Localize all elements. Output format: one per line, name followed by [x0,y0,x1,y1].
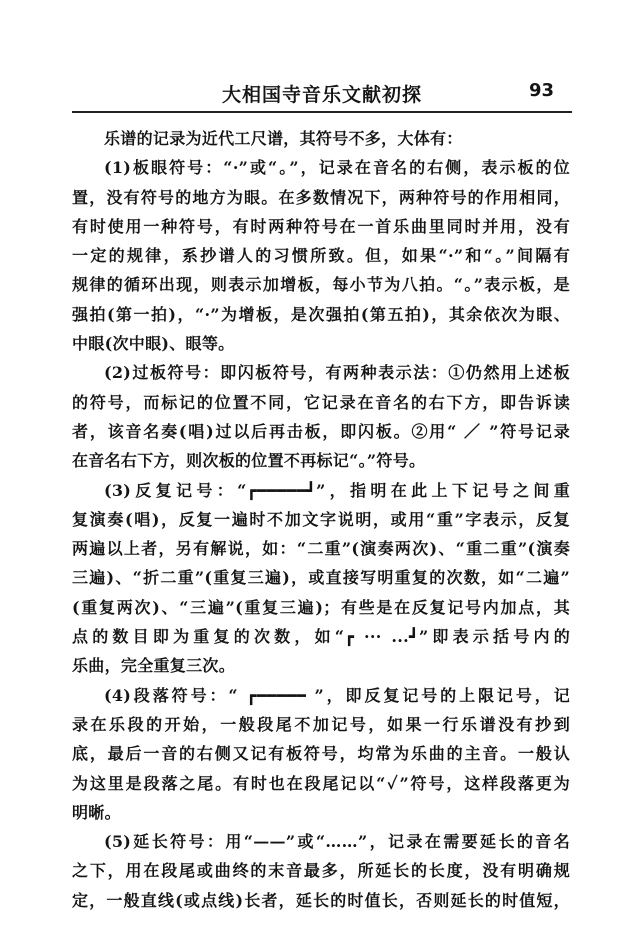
header-rule [72,111,572,113]
text-line: 在音名右下方，则次板的位置不再标记“。”符号。 [72,451,426,471]
text-line: 一定的规律，系抄谱人的习惯所致。但，如果“·”和“。”间隔有 [72,246,570,266]
text-line: 复演奏(唱)，反复一遍时不加文字说明，或用“重”字表示，反复 [72,509,570,529]
text-line: 强拍(第一拍)，“·”为增板，是次强拍(第五拍)，其余依次为眼、 [72,304,570,324]
text-line: (2)过板符号：即闪板符号，有两种表示法：①仍然用上述板 [104,363,570,383]
header-title: 大相国寺音乐文献初探 [222,84,423,106]
body-text [72,124,570,915]
running-header [72,76,572,106]
text-line: 有时使用一种符号，有时两种符号在一首乐曲里同时并用，没有 [72,216,570,236]
text-line: 中眼(次中眼)、眼等。 [72,334,235,354]
text-line: 为这里是段落之尾。有时也在段尾记以“✓”符号，这样段落更为 [72,773,570,793]
text-line: 录在乐段的开始，一般段尾不加记号，如果一行乐谱没有抄到 [72,714,570,734]
text-line: 规律的循环出现，则表示加增板，每小节为八拍。“。”表示板，是 [72,275,570,295]
text-line: 明晰。 [72,802,121,822]
text-line: 乐谱的记录为近代工尺谱，其符号不多，大体有： [104,129,463,148]
text-line: 点的数目即为重复的次数，如“┏ ··· ...┛”即表示括号内的 [72,627,570,647]
text-line: 者，该音名奏(唱)过以后再击板，即闪板。②用“ ／ ”符号记录 [72,421,570,441]
text-line: (重复两次)、“三遍”(重复三遍)；有些是在反复记号内加点，其 [72,597,570,617]
page-number: 93 [528,80,554,101]
text-line: 置，没有符号的地方为眼。在多数情况下，两种符号的作用相同， [72,187,570,207]
text-line: (5)延长符号：用“——”或“……”，记录在需要延长的音名 [104,832,570,852]
text-line: 底，最后一音的右侧又记有板符号，均常为乐曲的主音。一般认 [72,744,570,764]
text-line: (1)板眼符号：“·”或“。”，记录在音名的右侧，表示板的位 [104,158,570,178]
text-line: 两遍以上者，另有解说，如：“二重”(演奏两次)、“重二重”(演奏 [72,539,570,559]
text-line: 之下，用在段尾或曲终的末音最多，所延长的长度，没有明确规 [72,861,570,881]
text-line: 定，一般直线(或点线)长者，延长的时值长，否则延长的时值短， [72,890,570,910]
text-line: 乐曲，完全重复三次。 [72,656,236,676]
text-line: 三遍)、“折二重”(重复三遍)，或直接写明重复的次数，如“二遍” [72,568,570,588]
text-line: 的符号，而标记的位置不同，它记录在音名的右下方，即告诉读 [72,392,570,412]
text-line: (3)反复记号：“┏━━━━━┛”，指明在此上下记号之间重 [104,480,570,500]
text-line: (4)段落符号：“ ┏━━━━━ ”，即反复记号的上限记号，记 [104,685,570,705]
